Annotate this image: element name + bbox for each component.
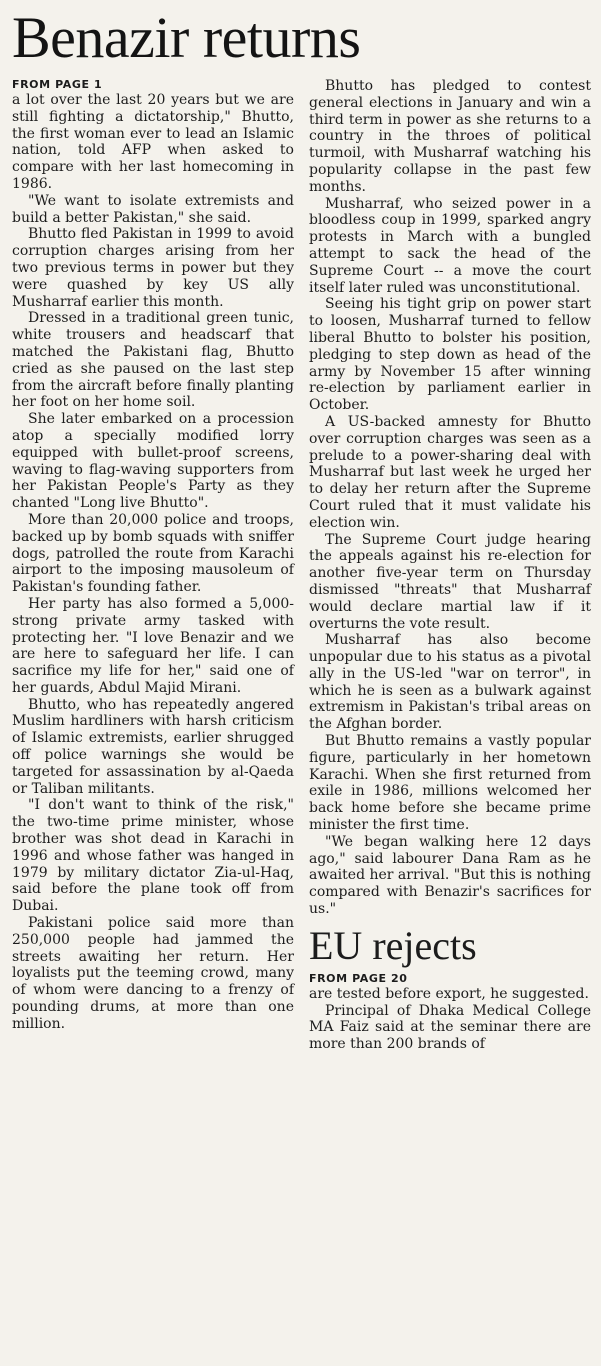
paragraph: She later embarked on a procession atop a specially modified lorry equipped with bullet-proof screens, waving to flag-waving supporters from her Pakistan People's Party as they chanted "Long live Bhutto".	[12, 411, 294, 512]
paragraph: Bhutto fled Pakistan in 1999 to avoid corruption charges arising from her two previous terms in power but they were quashed by key US ally Musharraf earlier this month.	[12, 226, 294, 310]
continued-from-label: FROM PAGE 1	[12, 78, 103, 91]
paragraph: Principal of Dhaka Medical College MA Faiz said at the seminar there are more than 200 brands of	[309, 1002, 591, 1053]
left-column	[12, 78, 294, 1053]
paragraph: Her party has also formed a 5,000-strong private army tasked with protecting her. "I love Benazir and we are here to safeguard her life. I can sacrifice my life for her," said one of her guards, Abdul Majid Mirani.	[12, 595, 294, 696]
paragraph: are tested before export, he suggested.	[309, 985, 589, 1002]
paragraph: Musharraf, who seized power in a bloodless coup in 1999, sparked angry protests in March with a bungled attempt to sack the head of the Supreme Court -- a move the court itself later ruled was unconstitutional.	[309, 195, 591, 296]
article-columns	[12, 78, 591, 1053]
paragraph: "I don't want to think of the risk," the two-time prime minister, whose brother was shot dead in Karachi in 1996 and whose father was hanged in 1979 by military dictator Zia-ul-Haq, said before the plane took off from Dubai.	[12, 797, 294, 915]
paragraph: The Supreme Court judge hearing the appeals against his re-election for another five-year term on Thursday dismissed "threats" that Musharraf would declare martial law if it overturns the vote result.	[309, 531, 591, 632]
second-continued-from-label: FROM PAGE 20	[309, 971, 408, 985]
paragraph: "We want to isolate extremists and build a better Pakistan," she said.	[12, 192, 294, 226]
article-headline: Benazir returns	[12, 5, 361, 70]
paragraph: Bhutto, who has repeatedly angered Muslim hardliners with harsh criticism of Islamic extremists, earlier shrugged off police warnings she would be targeted for assassination by al-Qaeda or Taliban militants.	[12, 696, 294, 797]
paragraph: Musharraf has also become unpopular due to his status as a pivotal ally in the US-led "war on terror", in which he is seen as a bulwark against extremism in Pakistan's tribal areas on the Afghan border.	[309, 632, 591, 733]
paragraph: Pakistani police said more than 250,000 people had jammed the streets awaiting her return. Her loyalists put the teeming crowd, many of whom were dancing to a frenzy of pounding drums, at more than one million.	[12, 915, 294, 1032]
right-column	[309, 78, 591, 1053]
paragraph: Seeing his tight grip on power start to loosen, Musharraf turned to fellow liberal Bhutto to bolster his position, pledging to step down as head of the army by November 15 after winning re-election by parliament earlier in October.	[309, 296, 591, 414]
second-article-headline: EU rejects	[309, 922, 477, 968]
paragraph: More than 20,000 police and troops, backed up by bomb squads with sniffer dogs, patrolled the route from Karachi airport to the imposing mausoleum of Pakistan's founding father.	[12, 511, 294, 596]
paragraph: "We began walking here 12 days ago," said labourer Dana Ram as he awaited her arrival. "But this is nothing compared with Benazir's sacrifices for us."	[309, 833, 591, 918]
paragraph: a lot over the last 20 years but we are still fighting a dictatorship," Bhutto, the first woman ever to lead an Islamic nation, told AFP when asked to compare with her last homecoming in 1986.	[12, 92, 294, 192]
paragraph: Bhutto has pledged to contest general elections in January and win a third term in power as she returns to a country in the throes of political turmoil, with Musharraf watching his popularity collapse in the past few months.	[309, 78, 591, 195]
second-article	[309, 924, 591, 1053]
paragraph: Dressed in a traditional green tunic, white trousers and headscarf that matched the Pakistani flag, Bhutto cried as she paused on the last step from the aircraft before finally planting her foot on her home soil.	[12, 310, 294, 411]
paragraph: A US-backed amnesty for Bhutto over corruption charges was seen as a prelude to a power-sharing deal with Musharraf but last week he urged her to delay her return after the Supreme Court ruled that it must validate his election win.	[309, 413, 591, 531]
paragraph: But Bhutto remains a vastly popular figure, particularly in her hometown Karachi. When she first returned from exile in 1986, millions welcomed her back home before she became prime minister the first time.	[309, 733, 591, 834]
